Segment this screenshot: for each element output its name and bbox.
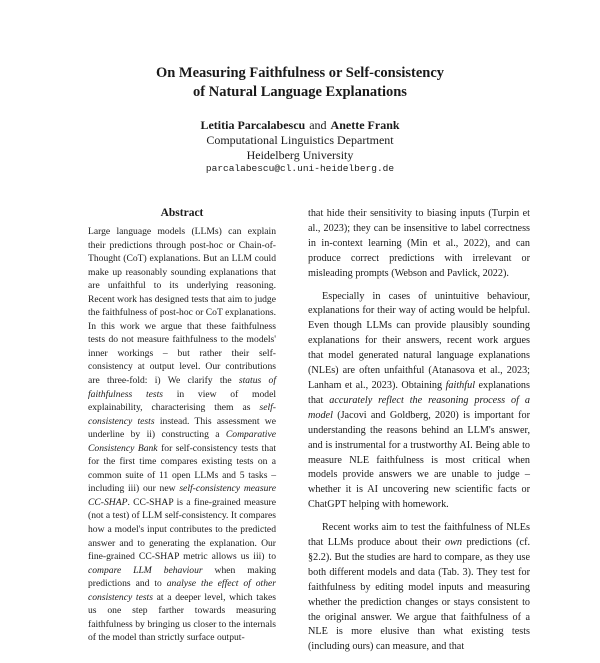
abstract-heading: Abstract (160, 207, 204, 219)
body-emphasis: faithful (445, 379, 476, 391)
abstract-text: Large language models (LLMs) can explain their predictions through post-hoc or Chain-of-Thought (CoT) explanations. But an LLM could make up reasonably sounding explanations that are unfaithful to its underlying reasoning. Recent work has designed tests that aim to judge the faithfulness of post-hoc or CoT explanations. In this work we argue that these faithfulness tests do not measure faithfulness to the models' inner workings – but rather their self-consistency at output level. Our contributions are three-fold: i) We clarify the (88, 226, 276, 387)
abstract-text: when making predictions and to (88, 564, 276, 590)
body-text: Recent works aim to test the faithfulness of NLEs that LLMs produce about their (308, 522, 530, 549)
body-text: explanations that (308, 379, 530, 406)
abstract-body (88, 225, 276, 645)
author-name: Anette Frank (330, 118, 400, 132)
body-paragraph (308, 290, 530, 514)
abstract-emphasis: compare LLM behaviour (88, 564, 203, 576)
affiliation-department: Computational Linguistics Department (206, 133, 394, 147)
body-text: (Jacovi and Goldberg, 2020) is important for understanding the reasons behind an LLM's answer, and is instrumental for a trustworthy AI. Being able to measure NLE faithfulness is most critical when models provide answers we are unable to judge – whether it is AI uncovering new scientific facts or ChatGPT helping with homework. (308, 409, 530, 511)
author-email: parcalabescu@cl.uni-heidelberg.de (205, 163, 395, 174)
body-text: Especially in cases of unintuitive behaviour, explanations for their way of acting would be helpful. Even though LLMs can provide plausibly sounding explanations for their answers, recent work argues that model generated natural language explanations (NLEs) are often unfaithful (Atanasova et al., 2023; Lanham et al., 2023). Obtaining (308, 290, 530, 391)
abstract-emphasis: analyse the effect of other consistency tests (88, 578, 276, 603)
author-list (60, 118, 540, 133)
body-paragraph: that hide their sensitivity to biasing inputs (Turpin et al., 2023); they can be insensitive to label correctness in in-context learning (Min et al., 2022), and can produce correct predictions with irrelevant or misleading prompts (Webson and Pavlick, 2022). (308, 208, 530, 279)
author-name: Letitia Parcalabescu (200, 118, 306, 132)
body-text: predictions (cf. §2.2). But the studies are hard to compare, as they use both different models and data (Tab. 3). They test for faithfulness by editing model inputs and measuring whether the prediction changes or stays consistent to the original answer. We argue that faithfulness of a NLE is more elusive than what existing tests (including ours) can measure, and that (308, 537, 531, 653)
affiliation (60, 133, 540, 163)
abstract-paragraph (88, 225, 276, 645)
author-conjunction: and (309, 118, 327, 132)
title-line-2: of Natural Language Explanations (193, 84, 407, 100)
abstract-text: . CC-SHAP is a fine-grained measure (not a test) of LLM self-consistency. It compares how a model's input contributes to the predicted answer and to generating the explanation. Our fine-grained CC-SHAP metric allows us iii) to (88, 496, 276, 563)
abstract-text: for self-consistency tests that for the first time compares existing tests on a common suite of 11 open LLMs and 5 tasks – including iii) our new (88, 442, 276, 495)
abstract-text: at a deeper level, which takes us one step farther towards measuring faithfulness by bringing us closer to the internals of the model than strictly surface output- (88, 591, 276, 644)
body-paragraph (308, 521, 530, 655)
abstract-emphasis: self-consistency measure CC-SHAP (88, 483, 276, 508)
abstract-emphasis: Comparative Consistency Bank (88, 429, 276, 454)
body-emphasis: accurately reflect the reasoning process of a model (308, 394, 531, 421)
body-emphasis: own (445, 537, 463, 549)
abstract-emphasis: status of faithfulness tests (88, 375, 276, 400)
intro-body (308, 207, 530, 663)
affiliation-university: Heidelberg University (246, 148, 354, 162)
abstract-text: instead. This assessment we underline by ii) constructing a (88, 415, 276, 441)
abstract-emphasis: self-consistency tests (88, 402, 276, 427)
abstract-text: in view of model explainability, characterising them as (88, 388, 276, 414)
title-line-1: On Measuring Faithfulness or Self-consistency (155, 65, 445, 81)
paper-title (60, 64, 540, 102)
